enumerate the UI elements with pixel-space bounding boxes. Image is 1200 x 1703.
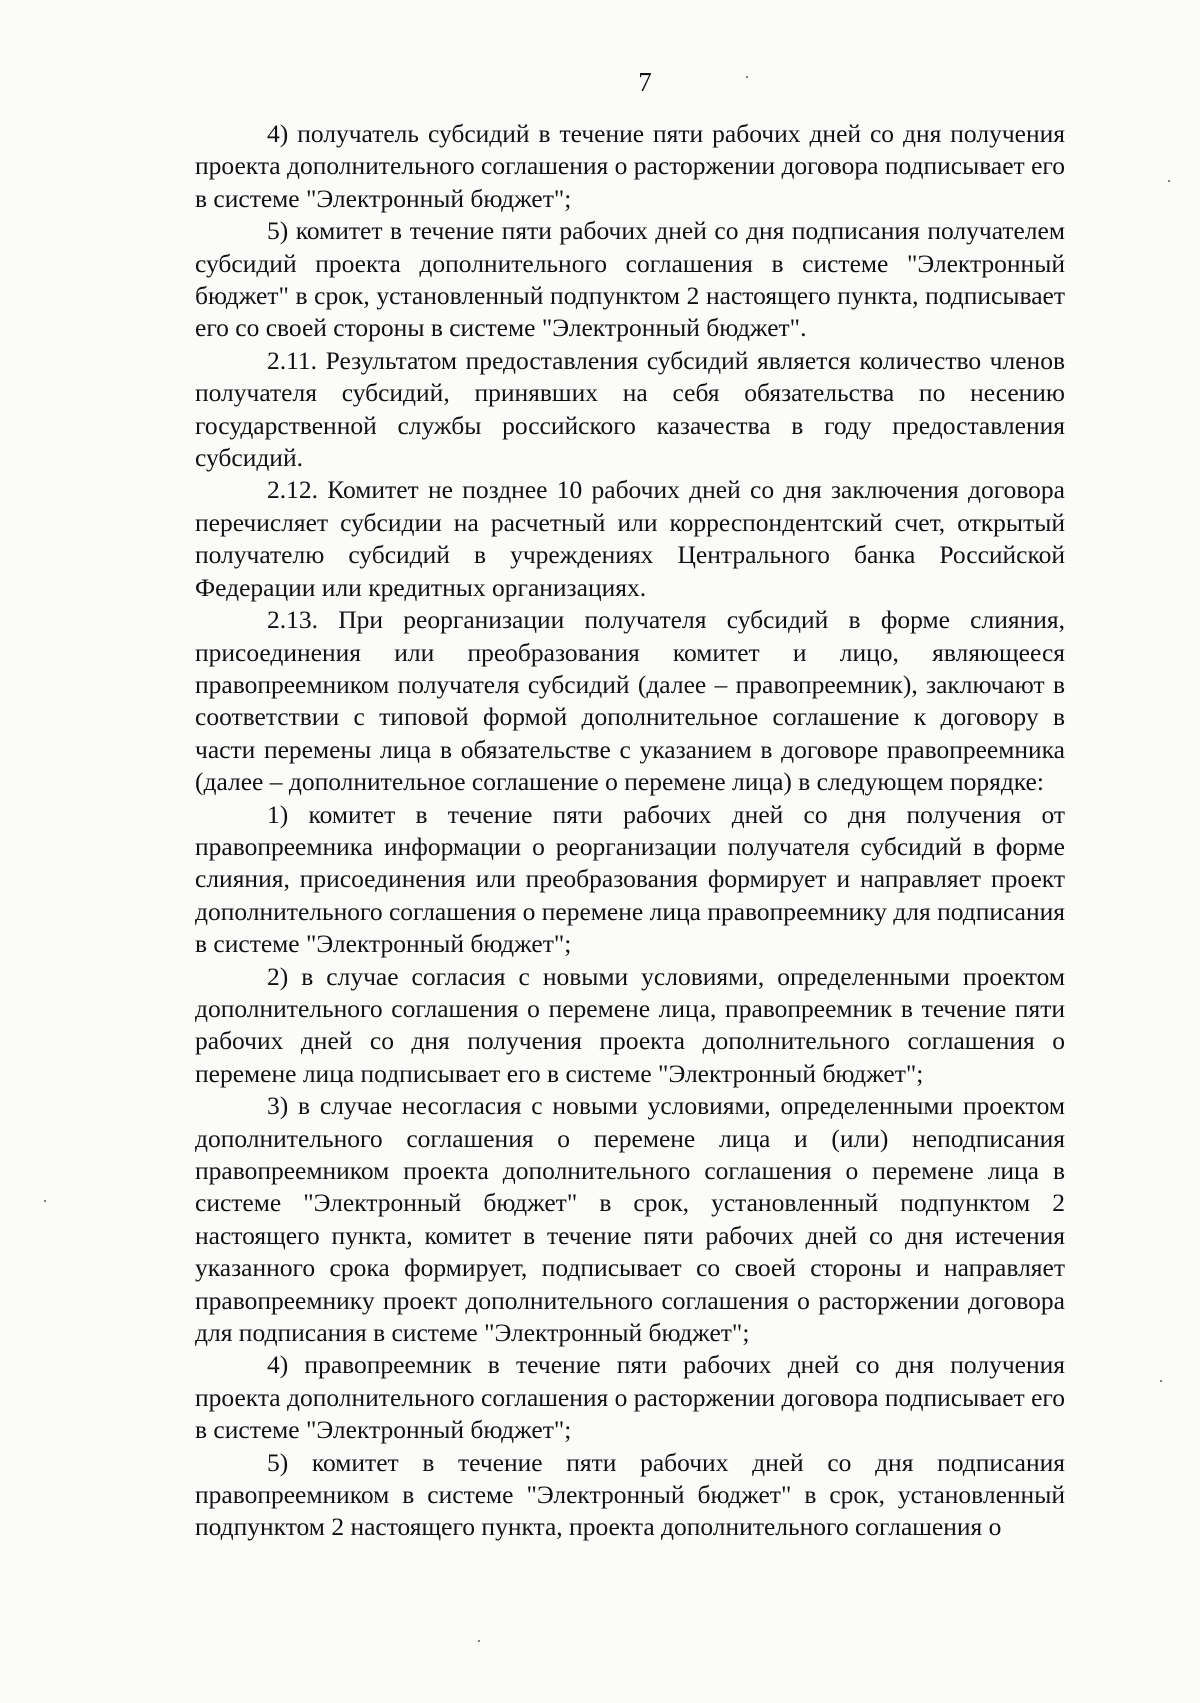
paragraph-item-5-committee-signs-successor: 5) комитет в течение пяти рабочих дней со дня подписания правопреемником в системе "Электронный бюджет" в срок, установленный подпунктом 2 настоящего пункта, проекта дополнительного соглашения о — [195, 1447, 1065, 1542]
paragraph-item-2-consent: 2) в случае согласия с новыми условиями, определенными проектом дополнительного соглашения о перемене лица, правопреемник в течение пяти рабочих дней со дня получения проекта дополнительного соглашения о перемене лица подписывает его в системе "Электронный бюджет"; — [195, 961, 1065, 1088]
paragraph-item-1-committee-forms: 1) комитет в течение пяти рабочих дней со дня получения от правопреемника информации о реорганизации получателя субсидий в форме слияния, присоединения или преобразования формирует и направляет проект дополнительного соглашения о перемене лица правопреемнику для подписания в системе "Электронный бюджет"; — [195, 799, 1065, 959]
scan-speck — [478, 1640, 480, 1642]
scan-speck — [44, 1200, 46, 1202]
paragraph-item-5-committee-signs: 5) комитет в течение пяти рабочих дней со дня подписания получателем субсидий проекта дополнительного соглашения в системе "Электронный бюджет" в срок, установленный подпунктом 2 настоящего пункта, подписывает его со своей стороны в системе "Электронный бюджет". — [195, 216, 1065, 343]
scan-speck — [1160, 1380, 1162, 1382]
paragraph-item-3-disagreement: 3) в случае несогласия с новыми условиями, определенными проектом дополнительного соглашения о перемене лица и (или) неподписания правопреемником проекта дополнительного соглашения о перемене лица в системе "Электронный бюджет" в срок, установленный подпунктом 2 настоящего пункта, комитет в течение пяти рабочих дней со дня истечения указанного срока формирует, подписывает со своей стороны и направляет правопреемнику проект дополнительного соглашения о расторжении договора для подписания в системе "Электронный бюджет"; — [195, 1091, 1065, 1348]
scan-speck — [1168, 180, 1170, 182]
paragraph-2-13-reorganization: 2.13. При реорганизации получателя субсидий в форме слияния, присоединения или преобразования комитет и лицо, являющееся правопреемником получателя субсидий (далее – правопреемник), заключают в соответствии с типовой формой дополнительное соглашение к договору в части перемены лица в обязательстве с указанием в договоре правопреемника (далее – дополнительное соглашение о перемене лица) в следующем порядке: — [195, 605, 1065, 797]
paragraph-2-11-result: 2.11. Результатом предоставления субсидий является количество членов получателя субсидий, принявших на себя обязательства по несению государственной службы российского казачества в году предоставления субсидий. — [195, 345, 1065, 473]
paragraph-2-12-transfer: 2.12. Комитет не позднее 10 рабочих дней со дня заключения договора перечисляет субсидии на расчетный или корреспондентский счет, открытый получателю субсидий в учреждениях Центрального банка Российской Федерации или кредитных организациях. — [195, 475, 1065, 602]
paragraph-item-4-recipient-signs: 4) получатель субсидий в течение пяти рабочих дней со дня получения проекта дополнительного соглашения о расторжении договора подписывает его в системе "Электронный бюджет"; — [195, 119, 1065, 213]
scan-speck — [746, 76, 748, 78]
paragraph-item-4-successor-signs: 4) правопреемник в течение пяти рабочих дней со дня получения проекта дополнительного соглашения о расторжении договора подписывает его в системе "Электронный бюджет"; — [195, 1350, 1065, 1445]
page-number: 7 — [638, 67, 652, 97]
